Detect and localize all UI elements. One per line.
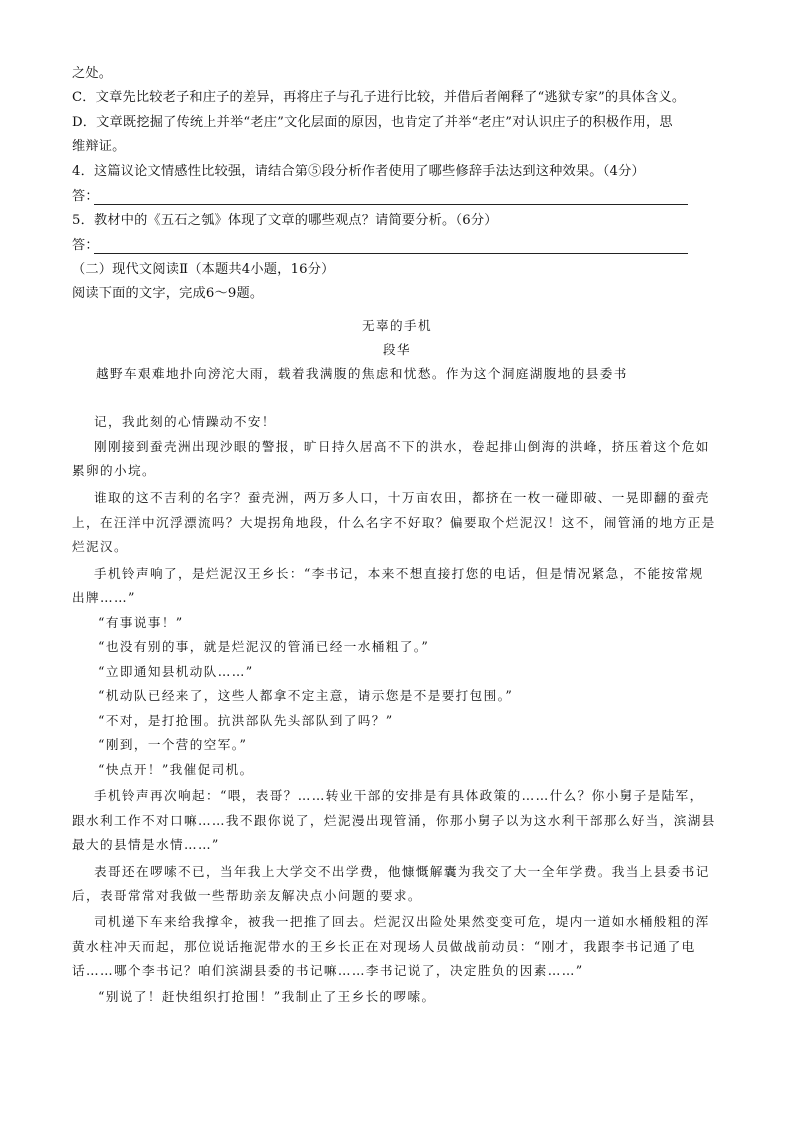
reading-instruction: 阅读下面的文字，完成6～9题。 (72, 286, 264, 301)
question-5-answer-label: 答： (72, 238, 99, 253)
story-line: 后，表哥常常对我做一些帮助亲友解决点小问题的要求。 (72, 888, 422, 903)
story-line: 上，在汪洋中沉浮漂流吗？大堤拐角地段，什么名字不好取？偏要取个烂泥汉！这不，闹管涌的地方正是 (72, 515, 716, 530)
story-line: “刚到，一个营的空军。” (98, 737, 248, 752)
story-line: 司机递下车来给我撑伞，被我一把推了回去。烂泥汉出险处果然变变可危，堤内一道如水桶般粗的浑 (94, 914, 710, 929)
story-line: 烂泥汉。 (72, 539, 128, 554)
story-line: 手机铃声再次响起：“喂，表哥？……转业干部的安排是有具体政策的……什么？你小舅子是陆军， (94, 788, 704, 803)
story-line: 越野车艰难地扑向滂沱大雨，载着我满腹的焦虑和忧愁。作为这个洞庭湖腹地的县委书 (96, 366, 628, 381)
story-line: 跟水利工作不对口嘛……我不跟你说了，烂泥漫出现管涌，你那小舅子以为这水利干部那么好当，滨湖县 (72, 813, 716, 828)
option-d-line-2: 维辩证。 (72, 139, 126, 154)
question-4-answer-line[interactable] (94, 204, 688, 205)
story-line: 表哥还在啰嗦不已，当年我上大学交不出学费，他慷慨解囊为我交了大一全年学费。我当上县委书记 (94, 864, 710, 879)
question-5-answer-line[interactable] (94, 253, 688, 254)
story-line: 手机铃声响了，是烂泥汉王乡长：“李书记，本来不想直接打您的电话，但是情况紧急，不能按常规 (94, 566, 704, 581)
story-title: 无辜的手机 (362, 318, 432, 333)
story-line: “有事说事！” (98, 615, 184, 630)
question-5: 5．教材中的《五石之瓠》体现了文章的哪些观点？请简要分析。（6分） (72, 213, 498, 228)
story-line: 黄水柱冲天而起，那位说话拖泥带水的王乡长正在对现场人员做战前动员：“刚才，我跟李书记通了电 (72, 939, 696, 954)
story-line: 刚刚接到蚕壳洲出现沙眼的警报，旷日持久居高不下的洪水，卷起排山倒海的洪峰，挤压着这个危如 (94, 439, 710, 454)
story-line: 最大的县情是水情……” (72, 837, 220, 852)
story-line: “快点开！”我催促司机。 (98, 762, 254, 777)
story-line: 记，我此刻的心情躁动不安！ (94, 414, 276, 429)
story-line: 出牌……” (72, 590, 136, 605)
option-d-line-1: D．文章既挖掘了传统上并举“老庄”文化层面的原因，也肯定了并举“老庄”对认识庄子的积极作用，思 (72, 115, 673, 130)
option-c: C．文章先比较老子和庄子的差异，再将庄子与孔子进行比较，并借后者阐释了“逃狱专家”的具体含义。 (72, 90, 686, 105)
story-author: 段华 (383, 342, 411, 357)
story-line: “机动队已经来了，这些人都拿不定主意，请示您是不是要打包围。” (98, 688, 514, 703)
question-4-answer-label: 答： (72, 189, 99, 204)
story-line: “别说了！赶快组织打抢围！”我制止了王乡长的啰嗦。 (98, 989, 436, 1004)
story-line: “立即通知县机动队……” (98, 664, 254, 679)
story-line: “也没有别的事，就是烂泥汉的管涌已经一水桶粗了。” (98, 639, 430, 654)
option-b-ending: 之处。 (72, 66, 113, 81)
story-line: 谁取的这不吉利的名字？蚕壳洲，两万多人口，十万亩农田，都挤在一枚一碰即破、一晃即翻的蚕壳 (94, 490, 710, 505)
story-line: “不对，是打抢围。抗洪部队先头部队到了吗？” (98, 713, 394, 728)
story-line: 累卵的小垸。 (72, 463, 156, 478)
question-4: 4．这篇议论文情感性比较强，请结合第⑤段分析作者使用了哪些修辞手法达到这种效果。（4分） (72, 164, 645, 179)
story-line: 话……哪个李书记？咱们滨湖县委的书记嘛……李书记说了，决定胜负的因素……” (72, 963, 584, 978)
section-title: （二）现代文阅读Ⅱ（本题共4小题，16分） (72, 262, 335, 277)
